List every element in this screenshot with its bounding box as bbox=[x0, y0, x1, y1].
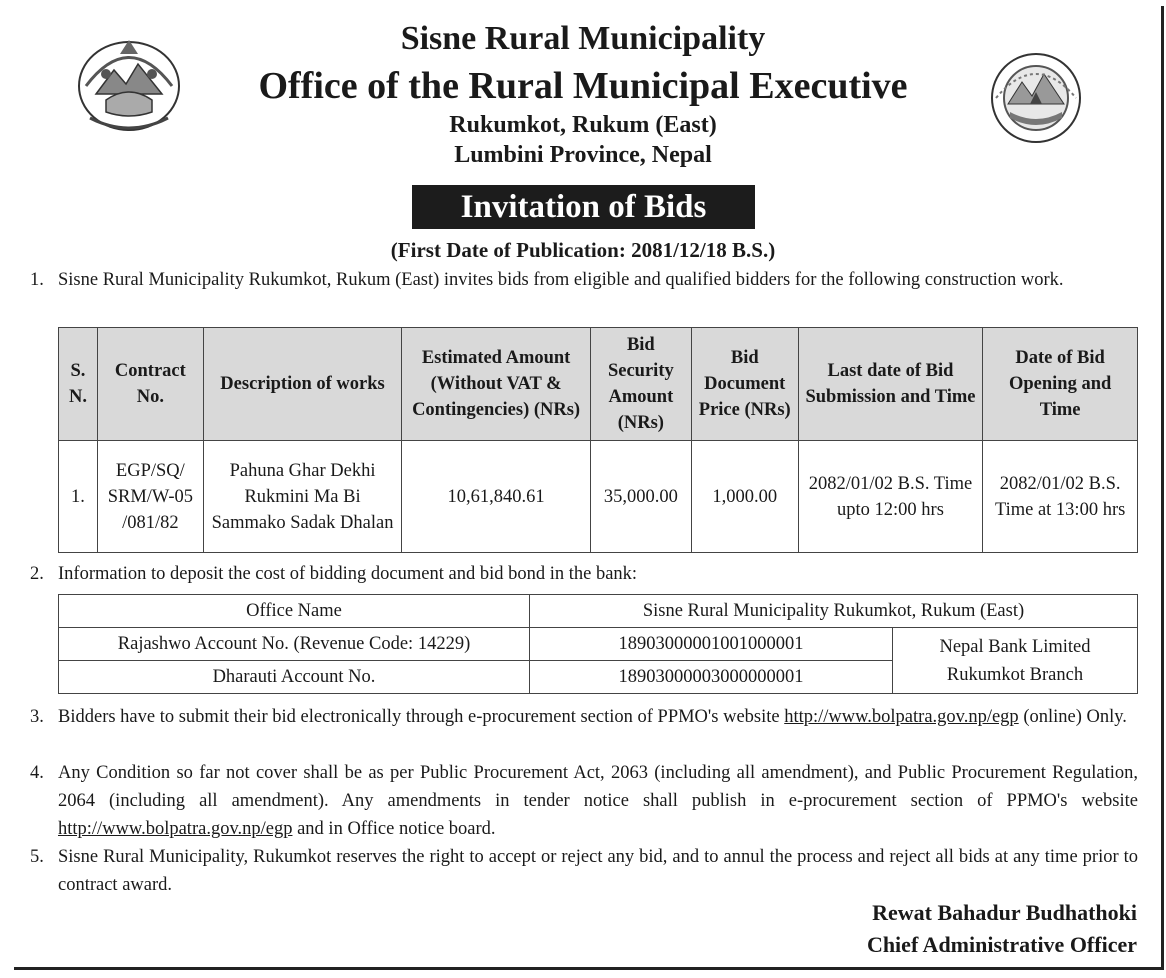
dharauti-value: 18903000003000000001 bbox=[530, 661, 893, 694]
cell-opening: 2082/01/02 B.S. Time at 13:00 hrs bbox=[983, 441, 1138, 553]
cell-security: 35,000.00 bbox=[590, 441, 691, 553]
header-sn: S. N. bbox=[59, 328, 98, 441]
item-text: (online) Only. bbox=[1018, 707, 1127, 727]
bolpatra-link[interactable]: http://www.bolpatra.gov.np/egp bbox=[58, 819, 293, 839]
cell-contract: EGP/SQ/ SRM/W-05 /081/82 bbox=[97, 441, 203, 553]
publication-date: (First Date of Publication: 2081/12/18 B.S.) bbox=[390, 238, 776, 262]
location-line: Rukumkot, Rukum (East) bbox=[449, 112, 717, 138]
rajashwo-label: Rajashwo Account No. (Revenue Code: 14229) bbox=[59, 628, 530, 661]
item-1 bbox=[30, 266, 1138, 294]
notice-title-banner: Invitation of Bids bbox=[412, 185, 755, 229]
item-5 bbox=[30, 843, 1138, 899]
item-number: 4. bbox=[30, 763, 44, 783]
province-line: Lumbini Province, Nepal bbox=[454, 142, 712, 168]
item-3 bbox=[30, 703, 1138, 731]
signatory-title: Chief Administrative Officer bbox=[866, 932, 1137, 957]
header-security: Bid Security Amount (NRs) bbox=[590, 328, 691, 441]
bolpatra-link[interactable]: http://www.bolpatra.gov.np/egp bbox=[784, 707, 1019, 727]
item-number: 3. bbox=[30, 707, 44, 727]
item-text: Bidders have to submit their bid electronically through e-procurement section of PPMO's website bbox=[58, 707, 785, 727]
header-estimate: Estimated Amount (Without VAT & Contingencies) (NRs) bbox=[402, 328, 591, 441]
header-description: Description of works bbox=[203, 328, 401, 441]
table-row bbox=[59, 441, 1138, 553]
item-text: Sisne Rural Municipality Rukumkot, Rukum (East) invites bids from eligible and qualified bidders for the following construction work. bbox=[58, 270, 1064, 290]
office-name: Office of the Rural Municipal Executive bbox=[258, 65, 908, 107]
item-text: and in Office notice board. bbox=[292, 819, 496, 839]
item-4 bbox=[30, 759, 1138, 843]
cell-sn: 1. bbox=[59, 441, 98, 553]
header-opening: Date of Bid Opening and Time bbox=[983, 328, 1138, 441]
municipality-name: Sisne Rural Municipality bbox=[400, 20, 766, 57]
bank-name: Nepal Bank Limited Rukumkot Branch bbox=[893, 628, 1138, 694]
header-contract: Contract No. bbox=[97, 328, 203, 441]
item-2 bbox=[30, 560, 1138, 588]
dharauti-label: Dharauti Account No. bbox=[59, 661, 530, 694]
signatory-name: Rewat Bahadur Budhathoki bbox=[872, 900, 1137, 925]
office-name-label: Office Name bbox=[59, 595, 530, 628]
cell-last-date: 2082/01/02 B.S. Time upto 12:00 hrs bbox=[798, 441, 983, 553]
rajashwo-value: 18903000001001000001 bbox=[530, 628, 893, 661]
item-text: Sisne Rural Municipality, Rukumkot reserves the right to accept or reject any bid, and to annul the process and reject all bids at any time prior to contract award. bbox=[58, 847, 1138, 895]
item-number: 1. bbox=[30, 270, 44, 290]
office-name-value: Sisne Rural Municipality Rukumkot, Rukum (East) bbox=[530, 595, 1138, 628]
cell-estimate: 10,61,840.61 bbox=[402, 441, 591, 553]
item-number: 5. bbox=[30, 847, 44, 867]
item-number: 2. bbox=[30, 564, 44, 584]
item-text: Information to deposit the cost of bidding document and bid bond in the bank: bbox=[58, 564, 638, 584]
cell-description: Pahuna Ghar Dekhi Rukmini Ma Bi Sammako Sadak Dhalan bbox=[203, 441, 401, 553]
bid-table bbox=[58, 327, 1138, 553]
cell-doc-price: 1,000.00 bbox=[691, 441, 798, 553]
header-last-date: Last date of Bid Submission and Time bbox=[798, 328, 983, 441]
header-doc-price: Bid Document Price (NRs) bbox=[691, 328, 798, 441]
bank-table bbox=[58, 594, 1138, 694]
item-text: Any Condition so far not cover shall be as per Public Procurement Act, 2063 (including all amendment), and Public Procurement Regulation, 2064 (including all amendment). Any amendments in tender notice shall publish in e-procurement section of PPMO's website bbox=[58, 763, 1138, 811]
